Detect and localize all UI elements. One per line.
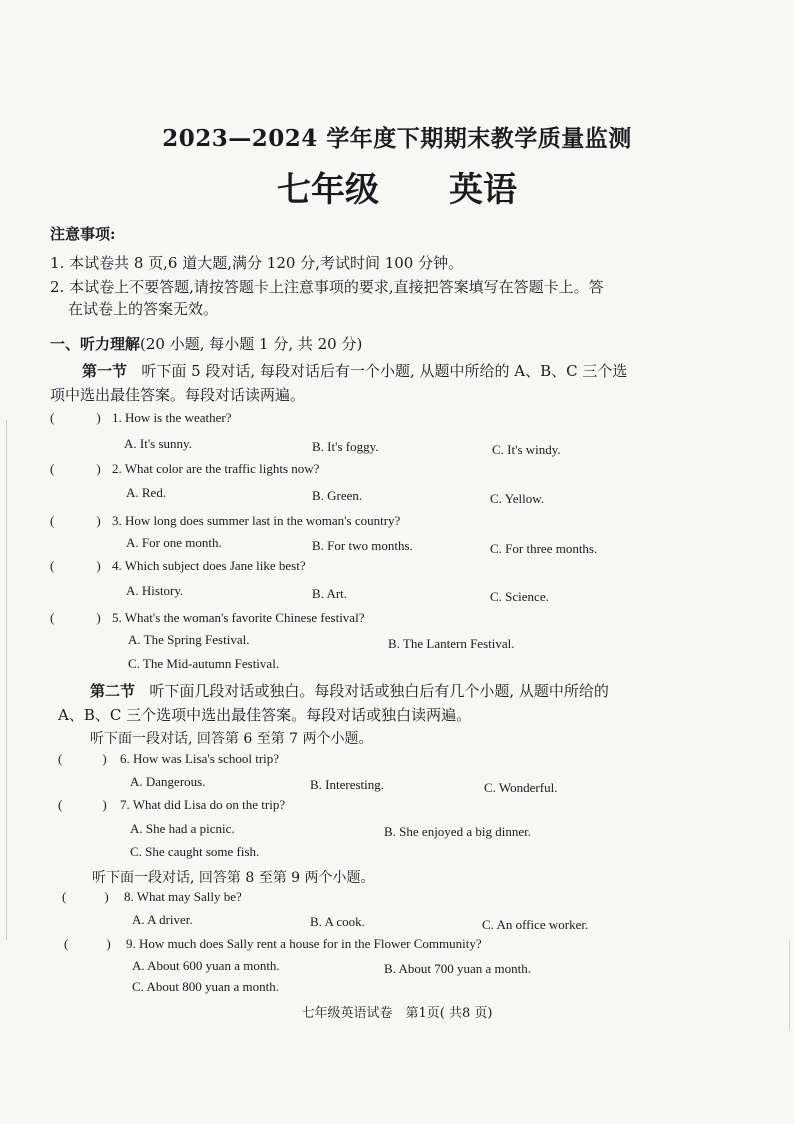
grade-subject <box>0 162 794 211</box>
q4-option-a: A. History. <box>126 583 184 598</box>
question-9: ( ) 9. How much does Sally rent a house for in the Flower Community? <box>64 936 482 951</box>
note-item-2-cont: 在试卷上的答案无效。 <box>68 300 219 318</box>
q9-option-c: C. About 800 yuan a month. <box>132 979 279 994</box>
q8-option-a: A. A driver. <box>132 912 193 927</box>
q5-option-a: A. The Spring Festival. <box>128 632 250 647</box>
q9-option-b: B. About 700 yuan a month. <box>384 961 531 976</box>
q2-option-c: C. Yellow. <box>490 491 545 506</box>
section-1-title: 一、听力理解(20 小题, 每小题 1 分, 共 20 分) <box>50 335 363 353</box>
q8-option-b: B. A cook. <box>310 914 365 929</box>
q7-option-c: C. She caught some fish. <box>130 844 260 859</box>
notes-title: 注意事项: <box>50 225 116 243</box>
q4-option-c: C. Science. <box>490 589 549 604</box>
part-1-instruction: 第一节 听下面 5 段对话, 每段对话后有一个小题, 从题中所给的 A、B、C 三个选 <box>82 362 628 380</box>
q7-option-a: A. She had a picnic. <box>130 821 235 836</box>
exam-title: 2023—2024 学年度下期期末教学质量监测 <box>162 125 632 152</box>
note-item-2: 2. 本试卷上不要答题,请按答题卡上注意事项的要求,直接把答案填写在答题卡上。答 <box>50 278 604 296</box>
q9-option-a: A. About 600 yuan a month. <box>132 958 280 973</box>
q6-option-b: B. Interesting. <box>310 777 385 792</box>
q5-option-b: B. The Lantern Festival. <box>388 636 515 651</box>
q1-option-a: A. It's sunny. <box>124 436 192 451</box>
q3-option-b: B. For two months. <box>312 538 413 553</box>
q6-option-c: C. Wonderful. <box>484 780 558 795</box>
q8-option-c: C. An office worker. <box>482 917 589 932</box>
q3-option-a: A. For one month. <box>126 535 222 550</box>
part-2-instruction-cont: A、B、C 三个选项中选出最佳答案。每段对话或独白读两遍。 <box>58 706 472 724</box>
question-2: ( ) 2. What color are the traffic lights now? <box>50 461 320 476</box>
sub-instruction-6-7: 听下面一段对话, 回答第 6 至第 7 两个小题。 <box>90 731 373 747</box>
question-3: ( ) 3. How long does summer last in the woman's country? <box>50 513 401 528</box>
part-1-instruction-cont: 项中选出最佳答案。每段对话读两遍。 <box>50 386 306 404</box>
question-1: ( ) 1. How is the weather? <box>50 410 232 425</box>
sub-instruction-8-9: 听下面一段对话, 回答第 8 至第 9 两个小题。 <box>92 870 375 886</box>
q2-option-b: B. Green. <box>312 488 363 503</box>
page-footer: 七年级英语试卷 第1页( 共8 页) <box>301 1006 493 1021</box>
question-8: ( ) 8. What may Sally be? <box>62 889 242 904</box>
q6-option-a: A. Dangerous. <box>130 774 206 789</box>
subject-label: 英语 <box>449 170 517 210</box>
q5-option-c: C. The Mid-autumn Festival. <box>128 656 280 671</box>
q1-option-c: C. It's windy. <box>492 442 561 457</box>
scan-edge-line <box>6 420 7 940</box>
q2-option-a: A. Red. <box>126 485 167 500</box>
question-6: ( ) 6. How was Lisa's school trip? <box>58 751 280 766</box>
q3-option-c: C. For three months. <box>490 541 598 556</box>
question-4: ( ) 4. Which subject does Jane like best? <box>50 558 306 573</box>
q7-option-b: B. She enjoyed a big dinner. <box>384 824 531 839</box>
question-7: ( ) 7. What did Lisa do on the trip? <box>58 797 286 812</box>
part-2-instruction: 第二节 听下面几段对话或独白。每段对话或独白后有几个小题, 从题中所给的 <box>90 682 609 700</box>
note-item-1: 1. 本试卷共 8 页,6 道大题,满分 120 分,考试时间 100 分钟。 <box>50 254 464 272</box>
question-5: ( ) 5. What's the woman's favorite Chinese festival? <box>50 610 365 625</box>
grade-label: 七年级 <box>277 170 379 210</box>
q4-option-b: B. Art. <box>312 586 348 601</box>
q1-option-b: B. It's foggy. <box>312 439 379 454</box>
